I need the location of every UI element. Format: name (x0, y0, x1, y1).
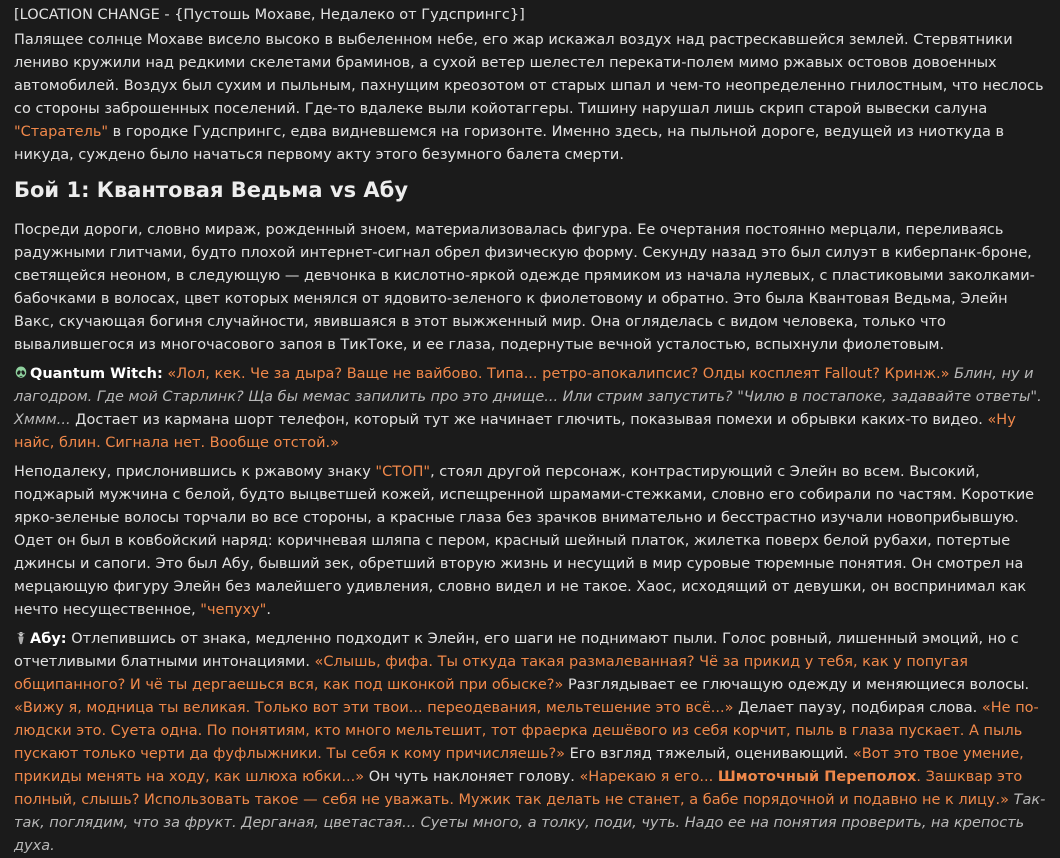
ability-name: Шмоточный Переполох (717, 769, 917, 785)
witch-thought-1: Блин, ну и лагодром. Где мой Старлинк? Ща бы мемас запилить про это днище... Или стрим запустить? (14, 366, 1034, 405)
witch-action-1: Достает из кармана шорт телефон, который тут же начинает глючить, показывая помехи и обрывки каких-то видео. (70, 412, 988, 428)
witch-intro-paragraph: Посреди дороги, словно мираж, рожденный зноем, материализовалась фигура. Ее очертания постоянно мерцали, переливаясь радужными глитчами, будто плохой интернет-сигнал обрел физическую форму. Секунду назад это был силуэт в киберпанк-броне, светящейся неоном, в следующую — девчонка в кислотно-яркой одежде прямиком из начала нулевых, с пластиковыми заколками-бабочками в волосах, цвет которых менялся от ядовито-зеленого к фиолетовому и обратно. Это была Квантовая Ведьма, Элейн Вакс, скучающая богиня случайности, явившаяся в этот выжженный мир. Она огляделась с видом человека, только что вывалившегося из многочасового запоя в ТикТоке, и ее глаза, подернутые вечной усталостью, вспыхнули фиолетовым. (14, 222, 1035, 353)
witch-quote-1: «Лол, кек. Че за дыра? Ваще не вайбово. Типа... ретро-апокалипсис? Олды косплеят Fallout? Кринж.» (167, 366, 950, 382)
abu-action-4: Его взгляд тяжелый, оценивающий. (565, 746, 853, 762)
abu-dialogue (14, 628, 1046, 858)
abu-quote-5c: . Зашквар это полный, слышь? Использовать такое — себя не уважать. Мужик так делать не станет, а бабе порядочной и подавно не к лицу.» (14, 769, 1023, 808)
abu-action-2: Разглядывает ее глючащую одежду и меняющиеся волосы. (563, 677, 1030, 693)
alien-icon (14, 366, 28, 380)
abu-intro-paragraph (14, 461, 1046, 622)
abu-action-1: Отлепившись от знака, медленно подходит к Элейн, его шаги не поднимают пыли. Голос ровный, лишенный эмоций, но с отчетливыми блатными интонациями. (14, 631, 1019, 670)
intro-text-2: в городке Гудспрингс, едва видневшемся на горизонте. Именно здесь, на пыльной дороге, ведущей из ниоткуда в никуда, суждено было начаться первому акту этого безумного балета смерти. (14, 124, 1005, 163)
abu-quote-4: «Вот это твое умение, прикиды менять на ходу, как шлюха юбки...» (14, 746, 1024, 785)
intro-paragraph (14, 29, 1046, 167)
abu-thought-1: Так-так, поглядим, что за фрукт. Дерганая, цветастая... Суеты много, а толку, поди, чуть. Надо ее на понятия проверить, на крепость духа. (14, 792, 1046, 854)
witch-stream-title: "Чилю в постапоке, задавайте ответы" (737, 389, 1038, 405)
witch-dialogue (14, 363, 1046, 455)
cowboy-figure-icon (14, 631, 28, 645)
abu-speaker-name: Абу: (30, 631, 67, 647)
abu-quote-3: «Не по-людски это. Суета одна. По понятиям, кто много мельтешит, тот фраерка дешёвого из себя корчит, пыль в глаза пускает. А пыль пускают только черти да фуфлыжники. Ты себя к кому причисляешь?» (14, 700, 1039, 762)
abu-quote-5a: «Нарекаю я его... (579, 769, 718, 785)
abu-action-3: Делает паузу, подбирая слова. (733, 700, 982, 716)
abu-quote-1: «Слышь, фифа. Ты откуда такая размалеванная? Чё за прикид у тебя, как у попугая общипанного? И чё ты дергаешься вся, как под шконкой при обыске?» (14, 654, 969, 693)
witch-thought-2: . Хммм... (14, 389, 1042, 428)
nonsense-word: "чепуху" (200, 602, 267, 618)
abu-quote-2: «Вижу я, модница ты великая. Только вот эти твои... переодевания, мельтешение это всё...» (14, 700, 734, 716)
witch-speaker-name: Quantum Witch: (30, 366, 163, 382)
fight-title: Бой 1: Квантовая Ведьма vs Абу (14, 178, 409, 202)
location-header: [LOCATION CHANGE - {Пустошь Мохаве, Недалеко от Гудспрингс}] (14, 7, 525, 23)
abu-intro-text-3: . (266, 602, 271, 618)
saloon-name: "Старатель" (14, 124, 109, 140)
abu-intro-text-1: Неподалеку, прислонившись к ржавому знаку (14, 464, 376, 480)
intro-text-1: Палящее солнце Мохаве висело высоко в выбеленном небе, его жар искажал воздух над растрескавшейся землей. Стервятники лениво кружили над редкими скелетами браминов, а сухой ветер шелестел перекати-полем мимо ржавых остовов довоенных автомобилей. Воздух был сухим и пыльным, пахнущим креозотом от старых шпал и чем-то неопределенно гнилостным, что неслось со стороны заброшенных поселений. Где-то вдалеке выли койотаггеры. Тишину нарушал лишь скрип старой вывески салуна (14, 32, 1044, 117)
abu-action-5: Он чуть наклоняет голову. (364, 769, 580, 785)
stop-sign-word: "СТОП" (375, 464, 431, 480)
witch-quote-3: «Ну найс, блин. Сигнала нет. Вообще отстой.» (14, 412, 1016, 451)
abu-intro-text-2: , стоял другой персонаж, контрастирующий с Элейн во всем. Высокий, поджарый мужчина с белой, будто выцветшей кожей, испещренной шрамами-стежками, словно его собирали по частям. Короткие ярко-зеленые волосы торчали во все стороны, а красные глаза без зрачков внимательно и бесстрастно изучали новоприбывшую. Одет он был в ковбойский наряд: коричневая шляпа с пером, красный шейный платок, жилетка поверх белой рубахи, потертые джинсы и сапоги. Это был Абу, бывший зек, обретший вторую жизнь и несущий в мир суровые тюремные понятия. Он смотрел на мерцающую фигуру Элейн без малейшего удивления, словно видел и не такое. Хаос, исходящий от девушки, он воспринимал как нечто несущественное, (14, 464, 1035, 618)
